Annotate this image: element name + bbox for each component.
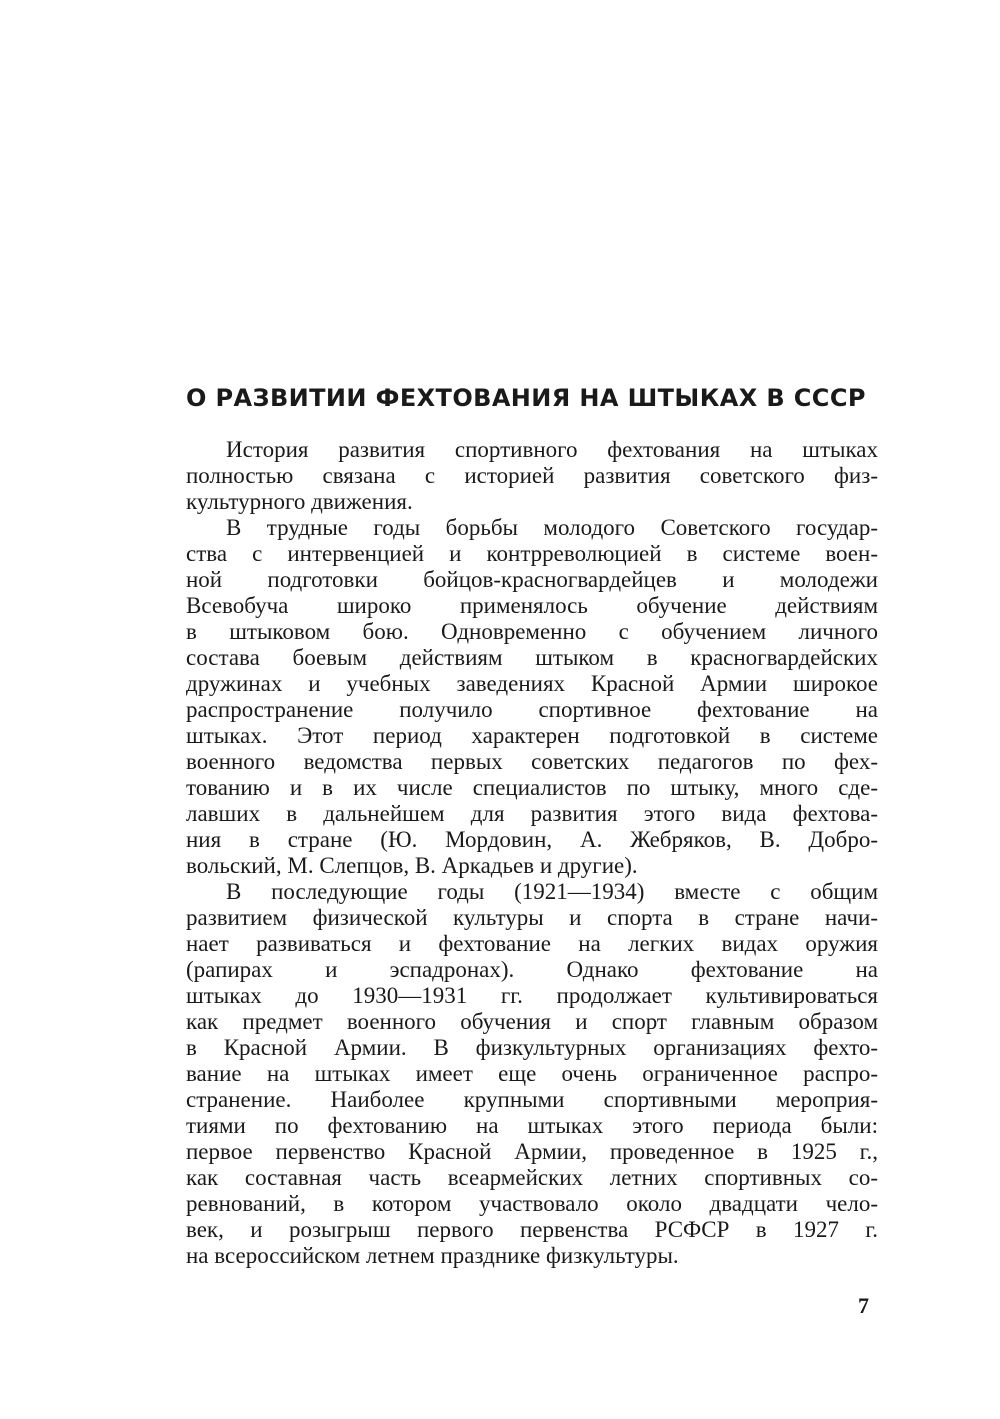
text-line: культурного движения. bbox=[186, 489, 413, 514]
text-line: ной подготовки бойцов-красногвардейцев и молодежи bbox=[186, 567, 878, 592]
paragraph-3 bbox=[186, 879, 878, 1269]
text-line: полностью связана с историей развития советского физ- bbox=[186, 463, 878, 488]
text-line: лавших в дальнейшем для развития этого вида фехтова- bbox=[186, 801, 878, 826]
text-line: вание на штыках имеет еще очень ограниченное распро- bbox=[186, 1061, 878, 1086]
text-line: тованию и в их числе специалистов по штыку, много сде- bbox=[186, 775, 878, 800]
text-line: как предмет военного обучения и спорт главным образом bbox=[186, 1009, 878, 1034]
text-line: Всевобуча широко применялось обучение действиям bbox=[186, 593, 878, 618]
text-line: В последующие годы (1921—1934) вместе с общим bbox=[226, 879, 878, 904]
page-number: 7 bbox=[858, 1293, 869, 1318]
text-line: дружинах и учебных заведениях Красной Армии широкое bbox=[186, 671, 878, 696]
text-line: История развития спортивного фехтования на штыках bbox=[226, 437, 878, 462]
text-line: тиями по фехтованию на штыках этого периода были: bbox=[186, 1113, 878, 1138]
chapter-title: О РАЗВИТИИ ФЕХТОВАНИЯ НА ШТЫКАХ В СССР bbox=[186, 384, 866, 412]
body-text bbox=[186, 437, 878, 1269]
text-line: штыках до 1930—1931 гг. продолжает культивироваться bbox=[186, 983, 878, 1008]
text-line: в Красной Армии. В физкультурных организациях фехто- bbox=[186, 1035, 878, 1060]
text-line: ства с интервенцией и контрреволюцией в системе воен- bbox=[186, 541, 878, 566]
text-line: штыках. Этот период характерен подготовкой в системе bbox=[186, 723, 878, 748]
paragraph-1 bbox=[186, 437, 878, 515]
text-line: (рапирах и эспадронах). Однако фехтование на bbox=[186, 957, 878, 982]
paragraph-2 bbox=[186, 515, 878, 879]
text-line: на всероссийском летнем празднике физкультуры. bbox=[186, 1243, 679, 1268]
text-line: век, и розыгрыш первого первенства РСФСР в 1927 г. bbox=[186, 1217, 878, 1242]
text-line: распространение получило спортивное фехтование на bbox=[186, 697, 878, 722]
text-line: ревнований, в котором участвовало около двадцати чело- bbox=[186, 1191, 878, 1216]
text-line: в штыковом бою. Одновременно с обучением личного bbox=[186, 619, 878, 644]
text-line: нает развиваться и фехтование на легких видах оружия bbox=[186, 931, 878, 956]
text-line: вольский, М. Слепцов, В. Аркадьев и другие). bbox=[186, 853, 638, 878]
text-line: состава боевым действиям штыком в красногвардейских bbox=[186, 645, 878, 670]
text-line: первое первенство Красной Армии, проведенное в 1925 г., bbox=[186, 1139, 878, 1164]
text-line: странение. Наиболее крупными спортивными мероприя- bbox=[186, 1087, 878, 1112]
text-line: военного ведомства первых советских педагогов по фех- bbox=[186, 749, 878, 774]
text-line: развитием физической культуры и спорта в стране начи- bbox=[186, 905, 878, 930]
text-line: ния в стране (Ю. Мордовин, А. Жебряков, В. Добро- bbox=[186, 827, 878, 852]
text-line: как составная часть всеармейских летних спортивных со- bbox=[186, 1165, 878, 1190]
text-line: В трудные годы борьбы молодого Советского государ- bbox=[226, 515, 878, 540]
